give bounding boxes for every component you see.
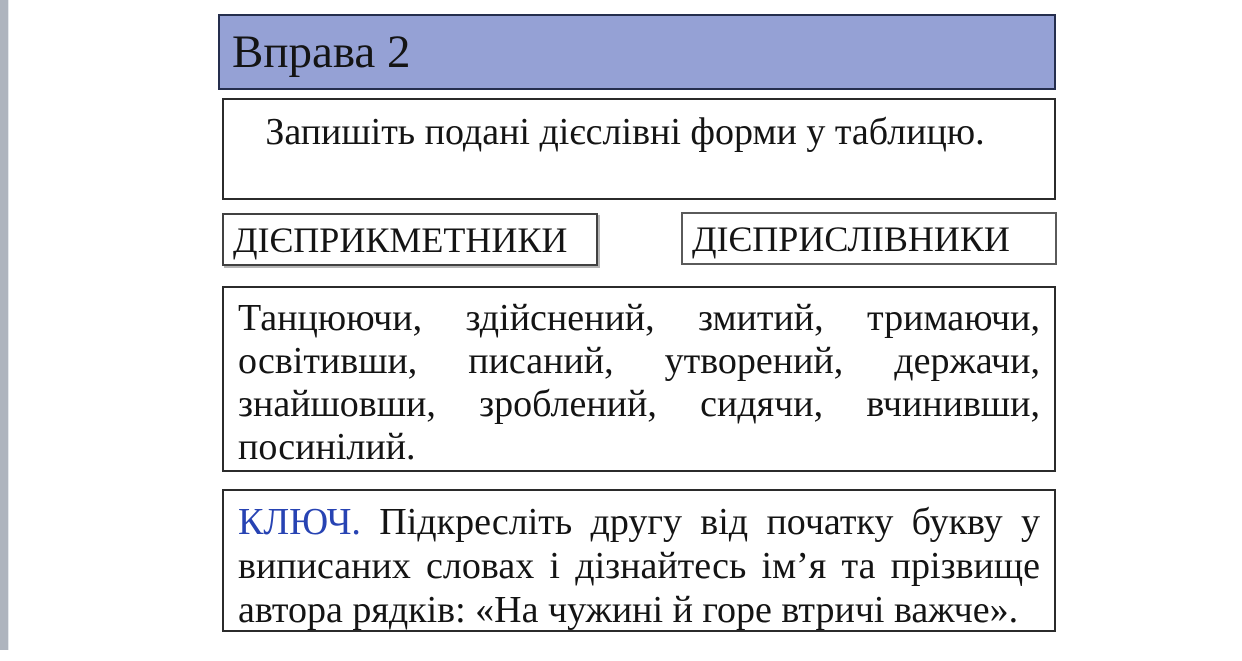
word-list-line: Танцюючи, здійснений, змитий, тримаючи, — [238, 297, 1040, 339]
exercise-title: Вправа 2 — [232, 25, 411, 78]
word-list-line: посинілий. — [238, 426, 416, 468]
instruction-box — [222, 98, 1056, 200]
word-list-box — [222, 286, 1056, 472]
key-line-1-text: Підкресліть другу від початку букву у — [379, 501, 1041, 543]
key-box — [222, 489, 1056, 632]
exercise-header-box — [218, 14, 1056, 90]
key-line: виписаних словах і дізнайтесь ім’я та прізвище — [238, 545, 1040, 587]
key-line — [238, 500, 1040, 544]
column-header-participles-label: ДІЄПРИКМЕТНИКИ — [233, 219, 568, 260]
word-list-line: знайшовши, зроблений, сидячи, вчинивши, — [238, 383, 1040, 425]
key-line: автора рядків: «На чужині й горе втричі важче». — [238, 589, 1019, 631]
word-list-line: освітивши, писаний, утворений, держачи, — [238, 340, 1040, 382]
column-header-participles — [222, 213, 598, 266]
key-label: КЛЮЧ. — [238, 501, 361, 543]
window-edge-strip — [0, 0, 9, 650]
column-header-adverbial-participles-label: ДІЄПРИСЛІВНИКИ — [692, 218, 1010, 259]
column-header-adverbial-participles — [681, 212, 1057, 265]
instruction-text: Запишіть подані дієслівні форми у таблицю. — [265, 111, 985, 153]
